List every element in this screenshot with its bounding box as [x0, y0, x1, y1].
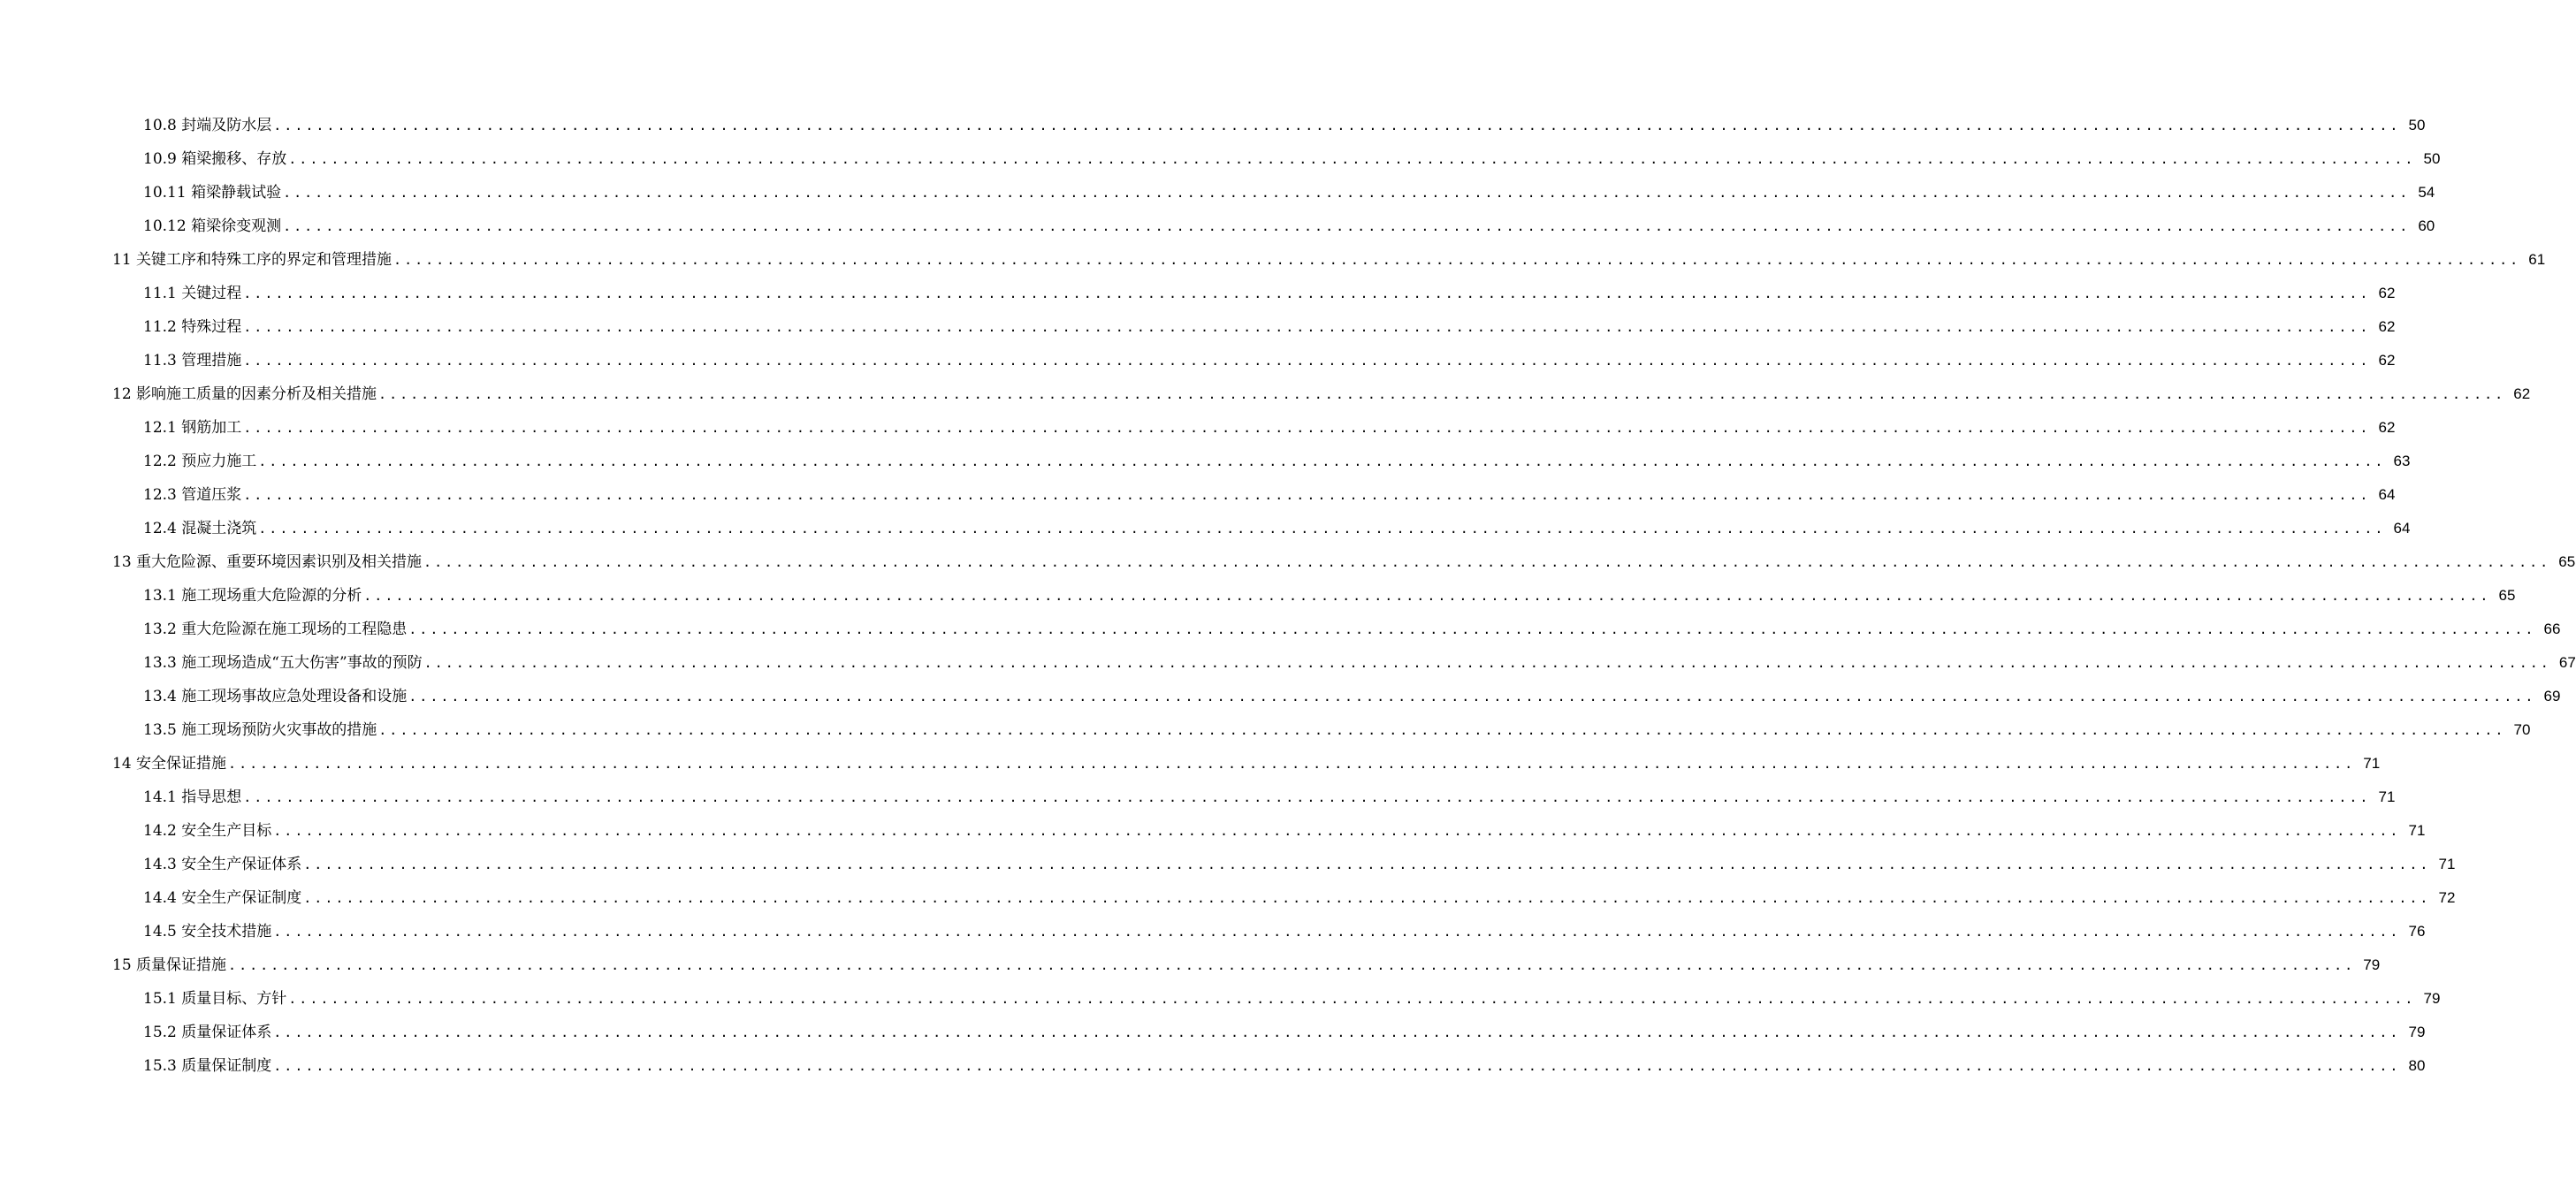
toc-entry-title: 13.5 施工现场预防火灾事故的措施 — [143, 721, 377, 739]
toc-entry-title: 14 安全保证措施 — [112, 755, 227, 773]
toc-entry-title: 10.9 箱梁搬移、存放 — [143, 150, 287, 168]
toc-entry-title: 15 质量保证措施 — [112, 956, 227, 974]
toc-entry-title: 14.4 安全生产保证制度 — [143, 889, 302, 907]
toc-entry-title: 14.2 安全生产目标 — [143, 822, 272, 840]
toc-page-number: 62 — [2378, 419, 2396, 436]
toc-entry-title: 13.2 重大危险源在施工现场的工程隐患 — [143, 621, 408, 638]
toc-dot-leader: ........................................................................................................................................................................................................ — [228, 957, 2356, 973]
toc-dot-leader: ........................................................................................................................................................................................................ — [243, 286, 2371, 301]
toc-chapter-entry[interactable] — [0, 243, 2546, 277]
toc-entry-title: 10.12 箱梁徐变观测 — [143, 217, 282, 235]
toc-page-number: 64 — [2378, 486, 2396, 503]
toc-dot-leader: ........................................................................................................................................................................................................ — [378, 386, 2506, 402]
toc-dot-leader: ........................................................................................................................................................................................................ — [258, 521, 2386, 537]
toc-page-number: 62 — [2378, 285, 2396, 301]
toc-section-entry[interactable] — [0, 814, 2426, 848]
toc-entry-title: 13.4 施工现场事故应急处理设备和设施 — [143, 688, 408, 705]
toc-entry-title: 12.4 混凝土浇筑 — [143, 520, 257, 537]
toc-entry-title: 15.1 质量目标、方针 — [143, 990, 287, 1008]
toc-page-number: 50 — [2423, 150, 2441, 167]
toc-entry-title: 11 关键工序和特殊工序的界定和管理措施 — [112, 251, 392, 269]
toc-dot-leader: ........................................................................................................................................................................................................ — [363, 588, 2491, 604]
toc-dot-leader: ........................................................................................................................................................................................................ — [243, 319, 2371, 335]
toc-section-entry[interactable] — [0, 1049, 2426, 1083]
toc-section-entry[interactable] — [0, 176, 2435, 209]
toc-section-entry[interactable] — [0, 411, 2396, 445]
toc-page-number: 80 — [2408, 1057, 2426, 1074]
toc-entry-title: 14.3 安全生产保证体系 — [143, 856, 302, 873]
toc-entry-title: 15.2 质量保证体系 — [143, 1024, 272, 1041]
toc-section-entry[interactable] — [0, 478, 2396, 512]
toc-section-entry[interactable] — [0, 982, 2441, 1016]
toc-chapter-entry[interactable] — [0, 545, 2576, 579]
toc-section-entry[interactable] — [0, 646, 2576, 680]
toc-entry-title: 11.1 关键过程 — [143, 285, 242, 302]
toc-dot-leader: ........................................................................................................................................................................................................ — [288, 991, 2416, 1007]
toc-section-entry[interactable] — [0, 915, 2426, 948]
toc-chapter-entry[interactable] — [0, 747, 2381, 781]
toc-entry-title: 12.2 预应力施工 — [143, 453, 257, 470]
toc-page-number: 71 — [2378, 788, 2396, 805]
toc-dot-leader: ........................................................................................................................................................................................................ — [243, 487, 2371, 503]
toc-dot-leader: ........................................................................................................................................................................................................ — [243, 789, 2371, 805]
toc-dot-leader: ........................................................................................................................................................................................................ — [283, 185, 2411, 201]
toc-page-number: 71 — [2363, 755, 2381, 772]
toc-chapter-entry[interactable] — [0, 377, 2531, 411]
table-of-contents — [0, 109, 2576, 1083]
toc-section-entry[interactable] — [0, 344, 2396, 377]
toc-entry-title: 12.1 钢筋加工 — [143, 419, 242, 437]
toc-page-number: 69 — [2543, 688, 2561, 704]
toc-page-number: 54 — [2418, 184, 2435, 201]
toc-section-entry[interactable] — [0, 142, 2441, 176]
toc-dot-leader: ........................................................................................................................................................................................................ — [273, 1058, 2401, 1074]
toc-page-number: 76 — [2408, 923, 2426, 940]
toc-entry-title: 10.8 封端及防水层 — [143, 117, 272, 134]
toc-section-entry[interactable] — [0, 445, 2411, 478]
toc-page-number: 62 — [2378, 352, 2396, 369]
toc-section-entry[interactable] — [0, 680, 2561, 713]
toc-dot-leader: ........................................................................................................................................................................................................ — [258, 453, 2386, 469]
toc-section-entry[interactable] — [0, 277, 2396, 310]
toc-page-number: 62 — [2513, 385, 2531, 402]
toc-page-number: 62 — [2378, 318, 2396, 335]
toc-dot-leader: ........................................................................................................................................................................................................ — [408, 689, 2536, 704]
toc-dot-leader: ........................................................................................................................................................................................................ — [273, 823, 2401, 839]
toc-page-number: 79 — [2423, 990, 2441, 1007]
toc-dot-leader: ........................................................................................................................................................................................................ — [303, 890, 2431, 906]
toc-page-number: 65 — [2558, 553, 2576, 570]
toc-entry-title: 11.2 特殊过程 — [143, 318, 242, 336]
toc-page-number: 71 — [2438, 856, 2456, 872]
toc-dot-leader: ........................................................................................................................................................................................................ — [273, 924, 2401, 940]
toc-dot-leader: ........................................................................................................................................................................................................ — [393, 252, 2521, 268]
toc-section-entry[interactable] — [0, 579, 2516, 613]
toc-page-number: 65 — [2498, 587, 2516, 604]
toc-page-number: 50 — [2408, 117, 2426, 133]
toc-page-number: 60 — [2418, 217, 2435, 234]
toc-page-number: 66 — [2543, 621, 2561, 637]
toc-entry-title: 14.1 指导思想 — [143, 788, 242, 806]
toc-dot-leader: ........................................................................................................................................................................................................ — [243, 420, 2371, 436]
toc-section-entry[interactable] — [0, 713, 2531, 747]
toc-page-number: 70 — [2513, 721, 2531, 738]
toc-dot-leader: ........................................................................................................................................................................................................ — [288, 151, 2416, 167]
toc-entry-title: 11.3 管理措施 — [143, 352, 242, 369]
toc-page-number: 79 — [2408, 1024, 2426, 1040]
toc-dot-leader: ........................................................................................................................................................................................................ — [423, 655, 2551, 671]
toc-entry-title: 10.11 箱梁静载试验 — [143, 184, 282, 202]
toc-dot-leader: ........................................................................................................................................................................................................ — [228, 756, 2356, 772]
toc-entry-title: 14.5 安全技术措施 — [143, 923, 272, 940]
toc-section-entry[interactable] — [0, 109, 2426, 142]
toc-entry-title: 15.3 质量保证制度 — [143, 1057, 272, 1075]
toc-page-number: 63 — [2393, 453, 2411, 469]
toc-section-entry[interactable] — [0, 512, 2411, 545]
toc-page-number: 71 — [2408, 822, 2426, 839]
toc-section-entry[interactable] — [0, 781, 2396, 814]
toc-dot-leader: ........................................................................................................................................................................................................ — [378, 722, 2506, 738]
toc-page-number: 72 — [2438, 889, 2456, 906]
toc-section-entry[interactable] — [0, 848, 2456, 881]
toc-chapter-entry[interactable] — [0, 948, 2381, 982]
toc-page-number: 79 — [2363, 956, 2381, 973]
toc-dot-leader: ........................................................................................................................................................................................................ — [283, 218, 2411, 234]
toc-dot-leader: ........................................................................................................................................................................................................ — [273, 1024, 2401, 1040]
toc-page-number: 64 — [2393, 520, 2411, 537]
toc-dot-leader: ........................................................................................................................................................................................................ — [273, 118, 2401, 133]
toc-dot-leader: ........................................................................................................................................................................................................ — [408, 621, 2536, 637]
toc-section-entry[interactable] — [0, 310, 2396, 344]
toc-page-number: 67 — [2558, 654, 2576, 671]
toc-entry-title: 13.1 施工现场重大危险源的分析 — [143, 587, 362, 605]
toc-entry-title: 13.3 施工现场造成“五大伤害”事故的预防 — [143, 654, 423, 672]
toc-section-entry[interactable] — [0, 209, 2435, 243]
toc-section-entry[interactable] — [0, 613, 2561, 646]
toc-dot-leader: ........................................................................................................................................................................................................ — [303, 857, 2431, 872]
toc-section-entry[interactable] — [0, 1016, 2426, 1049]
toc-dot-leader: ........................................................................................................................................................................................................ — [423, 554, 2551, 570]
toc-page-number: 61 — [2528, 251, 2546, 268]
toc-entry-title: 12.3 管道压浆 — [143, 486, 242, 504]
toc-dot-leader: ........................................................................................................................................................................................................ — [243, 353, 2371, 369]
toc-entry-title: 13 重大危险源、重要环境因素识别及相关措施 — [112, 553, 423, 571]
toc-section-entry[interactable] — [0, 881, 2456, 915]
toc-entry-title: 12 影响施工质量的因素分析及相关措施 — [112, 385, 377, 403]
